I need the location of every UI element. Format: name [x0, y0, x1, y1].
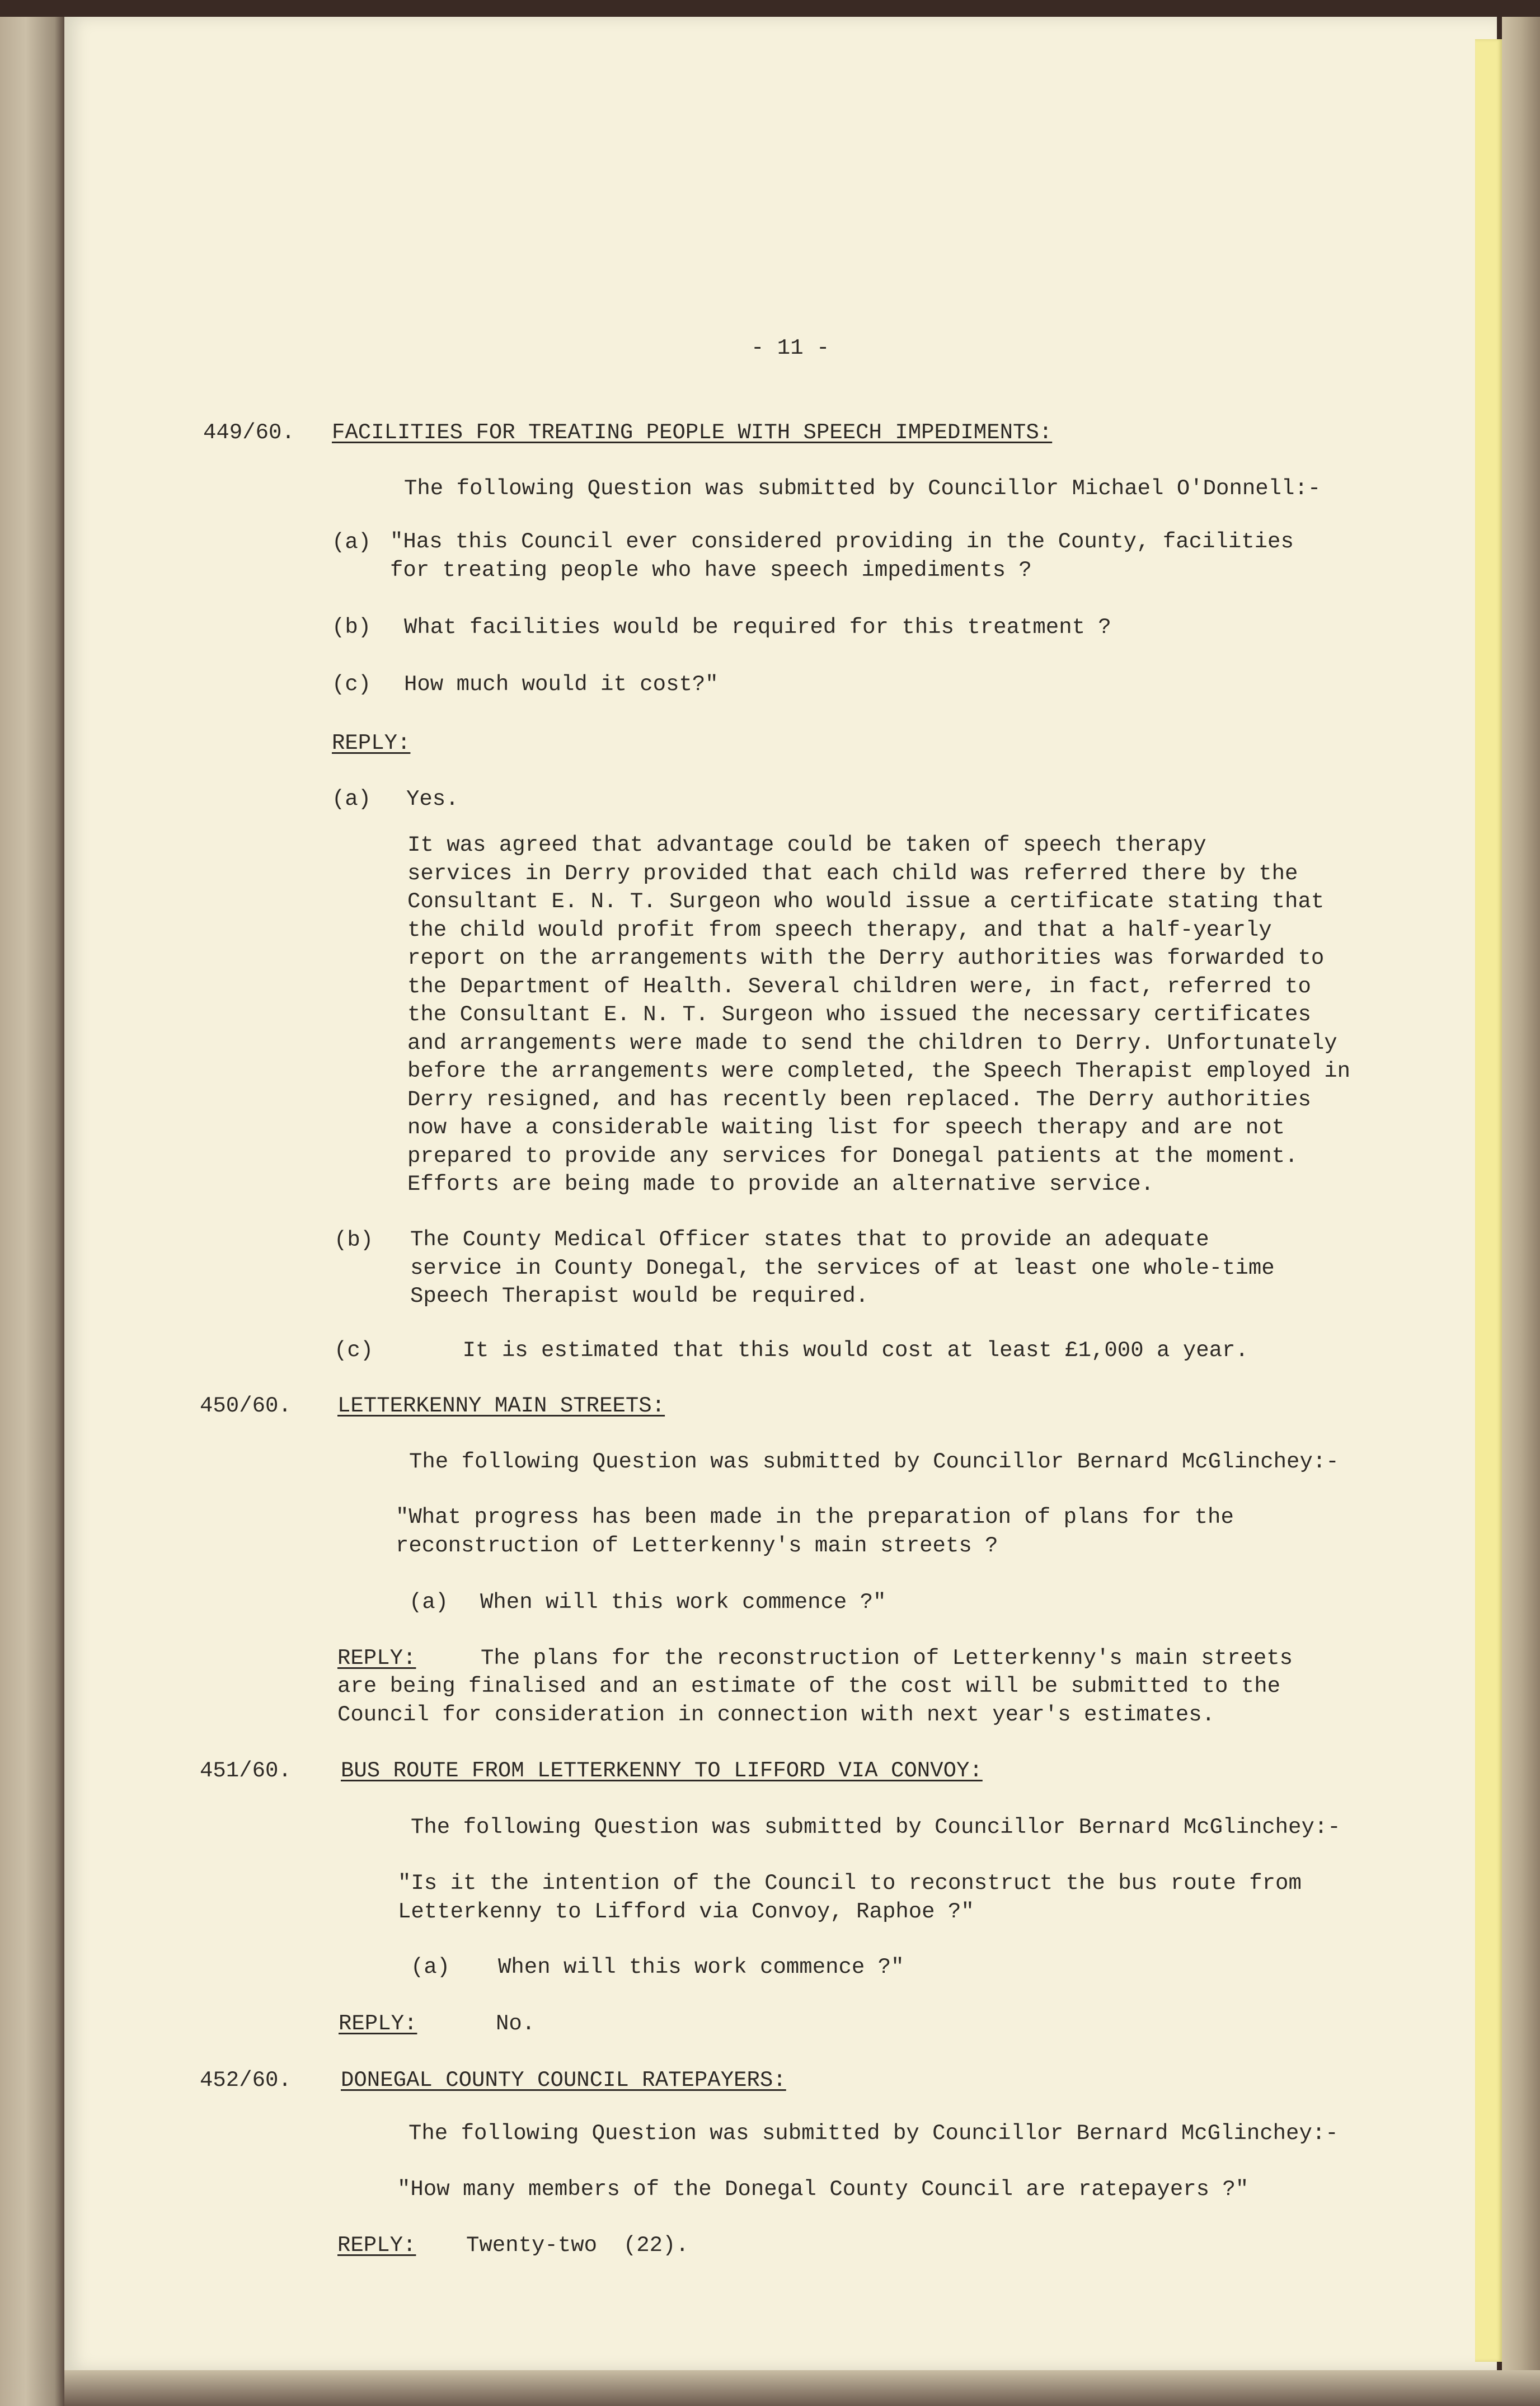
reply-label: REPLY:	[337, 2233, 416, 2258]
reply-label: REPLY:	[339, 2011, 417, 2036]
question-intro: The following Question was submitted by Councillor Bernard McGlinchey:-	[411, 1815, 1341, 1840]
bottom-page-edge	[64, 2370, 1540, 2406]
question-intro: The following Question was submitted by Councillor Michael O'Donnell:-	[404, 476, 1321, 501]
item-number: 450/60.	[200, 1394, 292, 1418]
reply-item-label: (b)	[334, 1228, 374, 1253]
question-intro: The following Question was submitted by Councillor Bernard McGlinchey:-	[409, 2121, 1339, 2146]
reply-label: REPLY:	[337, 1646, 416, 1671]
reply-text: Yes.	[406, 787, 459, 812]
item-number: 449/60.	[203, 420, 295, 445]
item-number: 451/60.	[200, 1758, 292, 1783]
page-number: - 11 -	[751, 336, 830, 360]
reply-text: Twenty-two (22).	[466, 2233, 689, 2258]
question-text: When will this work commence ?"	[498, 1955, 904, 1980]
item-heading: LETTERKENNY MAIN STREETS:	[337, 1394, 665, 1418]
question-label: (a)	[409, 1590, 449, 1615]
reply-label: REPLY:	[332, 731, 411, 756]
question-label: (c)	[332, 672, 372, 697]
question-label: (a)	[411, 1955, 450, 1980]
reply-item-label: (c)	[334, 1338, 374, 1363]
left-page-edge	[0, 17, 64, 2406]
yellow-page-tab	[1475, 39, 1502, 2362]
reply-paragraph: The County Medical Officer states that to provide an adequate service in County Donegal, the services of at least one whole-time Speech Therapist would be required.	[410, 1227, 1275, 1308]
reply-paragraph: are being finalised and an estimate of the cost will be submitted to the Council for consideration in connection with next year's estimates.	[337, 1674, 1281, 1727]
question-label: (a)	[332, 530, 372, 555]
right-page-edge	[1502, 17, 1540, 2406]
item-heading: DONEGAL COUNTY COUNCIL RATEPAYERS:	[341, 2068, 786, 2093]
reply-text: The plans for the reconstruction of Letterkenny's main streets	[481, 1646, 1293, 1671]
reply-paragraph: It was agreed that advantage could be taken of speech therapy services in Derry provided that each child was referred there by the Consultant E. N. T. Surgeon who would issue a certificate stating that the child would profit from speech therapy, and that a half-yearly report on the arrangements with the Derry authorities was forwarded to the Department of Health. Several children were, in fact, referred to the Consultant E. N. T. Surgeon who issued the necessary certificates and arrangements were made to send the children to Derry. Unfortunately before the arrangements were completed, the Speech Therapist employed in Derry resigned, and has recently been replaced. The Derry authorities now have a considerable waiting list for speech therapy and are not prepared to provide any services for Donegal patients at the moment. Efforts are being made to provide an alternative service.	[407, 833, 1351, 1197]
question-text: "Has this Council ever considered providing in the County, facilities for treating people who have speech impediments ?	[390, 529, 1294, 583]
question-text: How much would it cost?"	[404, 672, 719, 697]
question-text: "Is it the intention of the Council to reconstruct the bus route from Letterkenny to Lifford via Convoy, Raphoe ?"	[398, 1871, 1302, 1924]
question-text: When will this work commence ?"	[480, 1590, 886, 1615]
item-number: 452/60.	[200, 2068, 292, 2093]
question-intro: The following Question was submitted by Councillor Bernard McGlinchey:-	[409, 1450, 1339, 1474]
question-label: (b)	[332, 615, 372, 640]
reply-text: No.	[496, 2011, 536, 2036]
question-text: "How many members of the Donegal County Council are ratepayers ?"	[397, 2177, 1249, 2202]
reply-text: It is estimated that this would cost at least £1,000 a year.	[410, 1338, 1248, 1363]
item-heading: FACILITIES FOR TREATING PEOPLE WITH SPEECH IMPEDIMENTS:	[332, 420, 1053, 445]
question-text: What facilities would be required for this treatment ?	[404, 615, 1111, 640]
reply-item-label: (a)	[332, 787, 372, 812]
item-heading: BUS ROUTE FROM LETTERKENNY TO LIFFORD VIA CONVOY:	[341, 1758, 983, 1783]
question-text: "What progress has been made in the preparation of plans for the reconstruction of Letterkenny's main streets ?	[396, 1505, 1234, 1558]
